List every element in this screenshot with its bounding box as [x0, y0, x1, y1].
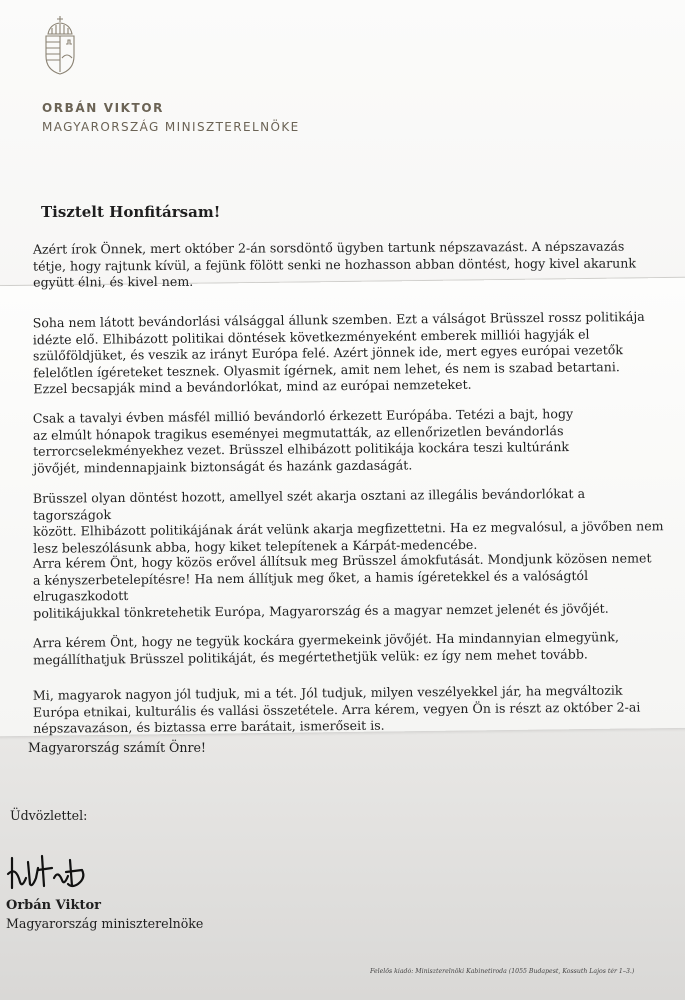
letter-closing: Magyarország számít Önre!: [28, 740, 206, 755]
letter-paragraph: Soha nem látott bevándorlási válsággal állunk szemben. Ezt a válságot Brüsszel rossz politikája idézte elő. Elhibázott politikai döntések következményeként emberek milliói hagyják el szülőföldjüket, és veszik az irányt Európa felé. Azért jönnek ide, mert egyes európai vezetők felelőtlen ígéreteket tesznek. Olyasmit ígérnek, amit nem lehet, és nem is szabad betartani. Ezzel becsapják mind a bevándorlókat, mind az európai nemzeteket.: [32, 308, 645, 397]
handwritten-signature: [6, 848, 90, 894]
letter-paragraph: Mi, magyarok nagyon jól tudjuk, mi a tét. Jól tudjuk, milyen veszélyekkel jár, ha megváltozik Európa etnikai, kulturális és vallási összetétele. Arra kérem, vegyen Ön is részt az október 2-ai népszavazáson, és biztassa erre barátait, ismerőseit is.: [32, 682, 641, 736]
letter-paragraph: Csak a tavalyi évben másfél millió bevándorló érkezett Európába. Tetézi a bajt, hogy az elmúlt hónapok tragikus eseményei megmutatták, az ellenőrizetlen bevándorlás terrorcselekményekhez vezet. Brüsszel elhibázott politikája kockára teszi kultúránk jövőjét, mindennapjaink biztonságát és hazánk gazdaságát.: [32, 406, 574, 476]
letter-paragraph: Arra kérem Önt, hogy közös erővel állítsuk meg Brüsszel ámokfutását. Mondjunk közösen nemet a kényszerbetelepítésre! Ha nem állítjuk meg őket, a hamis ígéretekkel és a valóságtól elrugaszkodott politikájukkal tönkretehetik Európa, Magyarország és a magyar nemzet jelenét és jövőjét.: [32, 550, 652, 621]
letter-salutation: Üdvözlettel:: [10, 808, 88, 823]
signature-name: Orbán Viktor: [6, 898, 101, 913]
signature-title: Magyarország miniszterelnöke: [6, 916, 204, 931]
letter-paragraph: Azért írok Önnek, mert október 2-án sorsdöntő ügyben tartunk népszavazást. A népszavazás tétje, hogy rajtunk kívül, a fejünk fölött senki ne hozhasson abban döntést, hogy kivel akarunk együtt élni, és kivel nem.: [32, 238, 637, 290]
coat-of-arms-icon: [40, 14, 80, 76]
header-title: MAGYARORSZÁG MINISZTERELNÖKE: [42, 120, 300, 134]
header-name: ORBÁN VIKTOR: [42, 101, 164, 115]
letter-greeting: Tisztelt Honfitársam!: [41, 203, 221, 221]
publisher-footer: Felelős kiadó: Miniszterelnöki Kabinetiroda (1055 Budapest, Kossuth Lajos tér 1–3.): [370, 968, 635, 975]
letter-paragraph: Brüsszel olyan döntést hozott, amellyel szét akarja osztani az illegális bevándorlókat a tagországok között. Elhibázott politikájának árát velünk akarja megfizettetni. Ha ez megvalósul, a jövőben nem lesz beleszólásunk abba, hogy kiket telepítenek a Kárpát-medencébe.: [32, 485, 664, 556]
letter-paragraph: Arra kérem Önt, hogy ne tegyük kockára gyermekeink jövőjét. Ha mindannyian elmegyünk, megállíthatjuk Brüsszel politikáját, és megértethetjük velük: ez így nem mehet tovább.: [32, 629, 619, 667]
